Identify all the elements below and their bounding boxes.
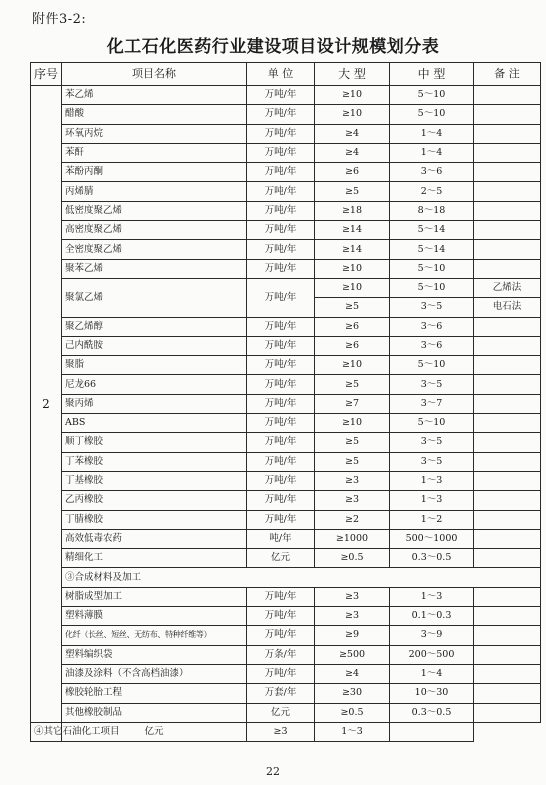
row-large: ≥18 bbox=[315, 201, 390, 220]
table-row bbox=[31, 317, 541, 336]
row-unit: 万吨/年 bbox=[247, 587, 315, 606]
header-name: 项目名称 bbox=[62, 63, 247, 86]
row-unit: 万吨/年 bbox=[247, 471, 315, 490]
row-large: ≥7 bbox=[315, 394, 390, 413]
row-large: ≥5 bbox=[315, 433, 390, 452]
row-unit: 亿元 bbox=[62, 722, 247, 741]
table-row bbox=[31, 703, 541, 722]
row-large: ≥6 bbox=[315, 317, 390, 336]
row-note bbox=[474, 433, 541, 452]
row-name: 化纤（长丝、短丝、无纺布、特种纤维等） bbox=[62, 626, 247, 645]
header-no: 序号 bbox=[31, 63, 62, 86]
table-row bbox=[31, 163, 541, 182]
row-medium: 10～30 bbox=[390, 684, 474, 703]
row-note bbox=[474, 336, 541, 355]
header-unit: 单 位 bbox=[247, 63, 315, 86]
table-row bbox=[31, 375, 541, 394]
row-name: 丁苯橡胶 bbox=[62, 452, 247, 471]
row-medium: 1～2 bbox=[390, 510, 474, 529]
table-row bbox=[31, 549, 541, 568]
row-unit: 万吨/年 bbox=[247, 607, 315, 626]
row-medium: 1～4 bbox=[390, 124, 474, 143]
table-row bbox=[31, 664, 541, 683]
row-name: 聚丙烯 bbox=[62, 394, 247, 413]
row-name: 高效低毒农药 bbox=[62, 529, 247, 548]
row-medium: 1～3 bbox=[390, 471, 474, 490]
row-name: 苯酐 bbox=[62, 143, 247, 162]
row-unit: 万吨/年 bbox=[247, 240, 315, 259]
table-row bbox=[31, 336, 541, 355]
row-medium: 3～7 bbox=[390, 394, 474, 413]
row-name: 苯酚丙酮 bbox=[62, 163, 247, 182]
row-large: ≥10 bbox=[315, 356, 390, 375]
row-note bbox=[474, 664, 541, 683]
table-row bbox=[31, 491, 541, 510]
row-note bbox=[474, 182, 541, 201]
table-row bbox=[31, 143, 541, 162]
row-note bbox=[474, 259, 541, 278]
row-large: ≥10 bbox=[315, 259, 390, 278]
row-unit: 亿元 bbox=[247, 549, 315, 568]
row-medium: 3～5 bbox=[390, 452, 474, 471]
row-medium: 5～14 bbox=[390, 240, 474, 259]
header-medium: 中 型 bbox=[390, 63, 474, 86]
row-medium: 0.3～0.5 bbox=[390, 703, 474, 722]
row-name: 尼龙66 bbox=[62, 375, 247, 394]
row-large: ≥6 bbox=[315, 336, 390, 355]
row-unit: 万吨/年 bbox=[247, 394, 315, 413]
row-note bbox=[474, 221, 541, 240]
row-note bbox=[474, 607, 541, 626]
table-row bbox=[31, 607, 541, 626]
header-note: 备 注 bbox=[474, 63, 541, 86]
row-name: 聚脂 bbox=[62, 356, 247, 375]
row-note bbox=[474, 626, 541, 645]
row-name: 油漆及涂料（不含高档油漆） bbox=[62, 664, 247, 683]
table-body bbox=[31, 86, 541, 742]
row-note bbox=[474, 414, 541, 433]
row-medium: 5～10 bbox=[390, 414, 474, 433]
row-large: ≥6 bbox=[315, 163, 390, 182]
row-large: ≥10 bbox=[315, 105, 390, 124]
attachment-label: 附件3-2: bbox=[32, 12, 87, 27]
row-medium: 3～6 bbox=[390, 317, 474, 336]
row-name: 塑料薄膜 bbox=[62, 607, 247, 626]
row-unit: 万吨/年 bbox=[247, 124, 315, 143]
row-unit: 万吨/年 bbox=[247, 626, 315, 645]
row-name: 丁腈橡胶 bbox=[62, 510, 247, 529]
table-row bbox=[31, 201, 541, 220]
row-name: 聚乙烯醇 bbox=[62, 317, 247, 336]
row-large: ≥3 bbox=[247, 722, 315, 741]
row-large: ≥0.5 bbox=[315, 703, 390, 722]
row-medium: 1～4 bbox=[390, 143, 474, 162]
row-note bbox=[474, 510, 541, 529]
row-medium: 5～14 bbox=[390, 221, 474, 240]
row-unit: 万吨/年 bbox=[247, 414, 315, 433]
row-large: ≥0.5 bbox=[315, 549, 390, 568]
row-unit: 万条/年 bbox=[247, 645, 315, 664]
row-note bbox=[474, 356, 541, 375]
row-large: ≥3 bbox=[315, 587, 390, 606]
row-medium: 500～1000 bbox=[390, 529, 474, 548]
group-number: 2 bbox=[31, 86, 62, 723]
row-large: ≥9 bbox=[315, 626, 390, 645]
row-name: 低密度聚乙烯 bbox=[62, 201, 247, 220]
row-large: ≥10 bbox=[315, 414, 390, 433]
row-name: 高密度聚乙烯 bbox=[62, 221, 247, 240]
row-large: ≥5 bbox=[315, 452, 390, 471]
row-large: ≥14 bbox=[315, 221, 390, 240]
row-note bbox=[474, 317, 541, 336]
row-large: ≥500 bbox=[315, 645, 390, 664]
row-note bbox=[474, 452, 541, 471]
scale-table bbox=[30, 62, 541, 742]
row-name: 己内酰胺 bbox=[62, 336, 247, 355]
row-large: ≥5 bbox=[315, 298, 390, 317]
row-unit: 万吨/年 bbox=[247, 664, 315, 683]
row-name: 丙烯腈 bbox=[62, 182, 247, 201]
row-large: ≥4 bbox=[315, 664, 390, 683]
row-medium: 8～18 bbox=[390, 201, 474, 220]
section-heading: ④其它石油化工项目 bbox=[31, 722, 62, 741]
row-name: ABS bbox=[62, 414, 247, 433]
row-large: ≥10 bbox=[315, 278, 390, 297]
row-name: 树脂成型加工 bbox=[62, 587, 247, 606]
row-name: 全密度聚乙烯 bbox=[62, 240, 247, 259]
row-note bbox=[474, 86, 541, 105]
table-row bbox=[31, 356, 541, 375]
row-note bbox=[474, 491, 541, 510]
row-note bbox=[474, 124, 541, 143]
row-name: 丁基橡胶 bbox=[62, 471, 247, 490]
row-note bbox=[474, 549, 541, 568]
row-unit: 万吨/年 bbox=[247, 201, 315, 220]
row-note bbox=[474, 105, 541, 124]
header-large: 大 型 bbox=[315, 63, 390, 86]
row-name: 环氧丙烷 bbox=[62, 124, 247, 143]
row-unit: 万吨/年 bbox=[247, 182, 315, 201]
row-medium: 3～9 bbox=[390, 626, 474, 645]
table-row bbox=[31, 105, 541, 124]
section-row bbox=[31, 568, 541, 587]
row-large: ≥2 bbox=[315, 510, 390, 529]
row-unit: 万吨/年 bbox=[247, 86, 315, 105]
table-row bbox=[31, 587, 541, 606]
table-row bbox=[31, 278, 541, 297]
row-unit: 万吨/年 bbox=[247, 452, 315, 471]
row-unit: 万吨/年 bbox=[247, 433, 315, 452]
table-row bbox=[31, 394, 541, 413]
row-note bbox=[474, 529, 541, 548]
row-medium: 5～10 bbox=[390, 356, 474, 375]
row-medium: 3～6 bbox=[390, 163, 474, 182]
row-note bbox=[474, 163, 541, 182]
row-medium: 5～10 bbox=[390, 105, 474, 124]
row-note bbox=[474, 394, 541, 413]
row-name: 聚苯乙烯 bbox=[62, 259, 247, 278]
row-medium: 5～10 bbox=[390, 86, 474, 105]
row-medium: 1～3 bbox=[390, 491, 474, 510]
row-note bbox=[474, 375, 541, 394]
row-unit: 万吨/年 bbox=[247, 375, 315, 394]
row-large: ≥1000 bbox=[315, 529, 390, 548]
table-row bbox=[31, 684, 541, 703]
row-medium: 0.3～0.5 bbox=[390, 549, 474, 568]
table-row bbox=[31, 529, 541, 548]
table-row bbox=[31, 86, 541, 105]
row-note bbox=[390, 722, 474, 741]
row-unit: 万吨/年 bbox=[247, 259, 315, 278]
row-medium: 0.1～0.3 bbox=[390, 607, 474, 626]
row-note bbox=[474, 684, 541, 703]
table-row bbox=[31, 510, 541, 529]
table-row bbox=[31, 182, 541, 201]
row-medium: 3～5 bbox=[390, 375, 474, 394]
row-medium: 2～5 bbox=[390, 182, 474, 201]
row-unit: 万吨/年 bbox=[247, 336, 315, 355]
row-large: ≥30 bbox=[315, 684, 390, 703]
table-row bbox=[31, 452, 541, 471]
row-medium: 3～5 bbox=[390, 298, 474, 317]
row-name: 塑料编织袋 bbox=[62, 645, 247, 664]
row-unit: 吨/年 bbox=[247, 529, 315, 548]
row-medium: 200～500 bbox=[390, 645, 474, 664]
row-large: ≥4 bbox=[315, 143, 390, 162]
table-row bbox=[31, 124, 541, 143]
row-note: 电石法 bbox=[474, 298, 541, 317]
row-large: ≥3 bbox=[315, 491, 390, 510]
row-medium: 5～10 bbox=[390, 259, 474, 278]
row-large: ≥14 bbox=[315, 240, 390, 259]
row-unit: 万吨/年 bbox=[247, 221, 315, 240]
table-row bbox=[31, 645, 541, 664]
page-title: 化工石化医药行业建设项目设计规模划分表 bbox=[106, 37, 440, 57]
row-note: 乙烯法 bbox=[474, 278, 541, 297]
row-large: ≥5 bbox=[315, 375, 390, 394]
row-note bbox=[474, 645, 541, 664]
row-medium: 5～10 bbox=[390, 278, 474, 297]
row-unit: 万吨/年 bbox=[247, 491, 315, 510]
table-row bbox=[31, 414, 541, 433]
row-name: 精细化工 bbox=[62, 549, 247, 568]
row-name: 乙丙橡胶 bbox=[62, 491, 247, 510]
row-unit: 亿元 bbox=[247, 703, 315, 722]
row-name: 其他橡胶制品 bbox=[62, 703, 247, 722]
page-number: 22 bbox=[266, 765, 280, 778]
section-heading: ③合成材料及加工 bbox=[62, 568, 541, 587]
row-note bbox=[474, 143, 541, 162]
row-unit: 万套/年 bbox=[247, 684, 315, 703]
row-unit: 万吨/年 bbox=[247, 105, 315, 124]
row-large: ≥3 bbox=[315, 607, 390, 626]
row-unit: 万吨/年 bbox=[247, 278, 315, 317]
row-unit: 万吨/年 bbox=[247, 356, 315, 375]
row-note bbox=[474, 703, 541, 722]
row-medium: 1～3 bbox=[390, 587, 474, 606]
row-large: ≥3 bbox=[315, 471, 390, 490]
row-name: 苯乙烯 bbox=[62, 86, 247, 105]
row-name: 橡胶轮胎工程 bbox=[62, 684, 247, 703]
row-name: 顺丁橡胶 bbox=[62, 433, 247, 452]
row-unit: 万吨/年 bbox=[247, 143, 315, 162]
table-row bbox=[31, 240, 541, 259]
table-row bbox=[31, 722, 541, 741]
row-medium: 1～3 bbox=[315, 722, 390, 741]
table-row bbox=[31, 433, 541, 452]
row-name: 醋酸 bbox=[62, 105, 247, 124]
table-row bbox=[31, 259, 541, 278]
row-medium: 3～5 bbox=[390, 433, 474, 452]
row-unit: 万吨/年 bbox=[247, 510, 315, 529]
row-unit: 万吨/年 bbox=[247, 317, 315, 336]
row-large: ≥4 bbox=[315, 124, 390, 143]
row-large: ≥5 bbox=[315, 182, 390, 201]
row-note bbox=[474, 240, 541, 259]
table-row bbox=[31, 471, 541, 490]
table-row bbox=[31, 626, 541, 645]
row-unit: 万吨/年 bbox=[247, 163, 315, 182]
row-medium: 1～4 bbox=[390, 664, 474, 683]
table-row bbox=[31, 221, 541, 240]
row-note bbox=[474, 471, 541, 490]
table-header-row bbox=[31, 63, 541, 86]
row-name: 聚氯乙烯 bbox=[62, 278, 247, 317]
row-large: ≥10 bbox=[315, 86, 390, 105]
row-note bbox=[474, 587, 541, 606]
row-medium: 3～6 bbox=[390, 336, 474, 355]
row-note bbox=[474, 201, 541, 220]
